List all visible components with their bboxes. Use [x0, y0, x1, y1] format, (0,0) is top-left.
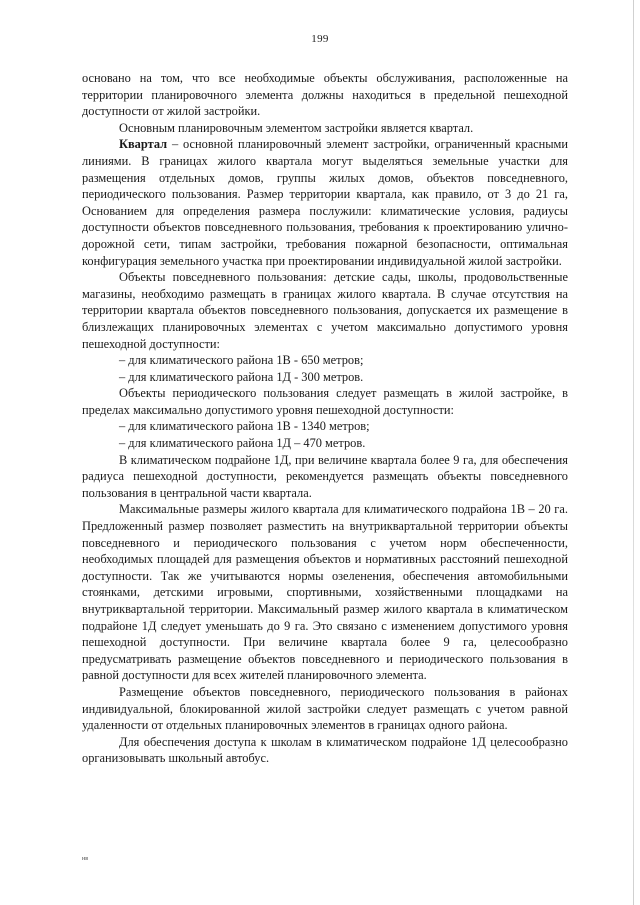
footer-mark: нв [82, 856, 89, 862]
term-kvartal: Квартал [119, 137, 168, 152]
paragraph-individual-housing: Размещение объектов повседневного, периодического пользования в районах индивидуальной, блокированной жилой застройки следует размещать с учетом равной удаленности от отдельных планировочных элементов в границах одного района. [82, 684, 568, 733]
paragraph-main-element: Основным планировочным элементом застройки является квартал. [119, 120, 474, 135]
paragraph-daily-objects: Объекты повседневного пользования: детские сады, школы, продовольственные магазины, необходимо размещать в границах жилого квартала. В случае отсутствия на территории квартала объектов повседневного пользования, допускается их размещение в близлежащих планировочных элементах с учетом максимально допустимого уровня пешеходной доступности: [82, 270, 568, 351]
document-body [82, 70, 568, 767]
paragraph-intro-continuation: основано на том, что все необходимые объекты обслуживания, расположенные на территории планировочного элемента должны находиться в предельной пешеходной доступности от жилой застройки. [82, 71, 568, 119]
list-item-1d-daily: – для климатического района 1Д - 300 метров. [119, 369, 364, 384]
page-edge [633, 0, 634, 905]
paragraph-subregion-1d: В климатическом подрайоне 1Д, при величине квартала более 9 га, для обеспечения радиуса пешеходной доступности, рекомендуется размещать объекты повседневного пользования в центральной части квартала. [82, 452, 568, 500]
quarter-definition-text: – основной планировочный элемент застройки, ограниченный красными линиями. В границах жилого квартала могут выделяться земельные участки для размещения отдельных домов, группы жилых домов, объектов повседневного, периодического пользования. Размер территории квартала, как правило, от 3 до 21 га, Основанием для определения размера послужили: климатические условия, радиусы доступности объектов повседневного пользования, требования к проектированию улично-дорожной сети, типам застройки, требования пожарной безопасности, оптимальная конфигурация земельного участка при проектировании индивидуальной жилой застройки. [82, 137, 569, 268]
page-number: 199 [311, 33, 329, 45]
list-item-1v-daily: – для климатического района 1В - 650 метров; [119, 353, 364, 368]
paragraph-max-size: Максимальные размеры жилого квартала для климатического подрайона 1В – 20 га. Предложенный размер позволяет разместить на внутриквартальной территории объекты повседневного и периодического пользования с учетом норм обеспеченности, необходимых площадей для размещения объектов и нормативных расстояний пешеходной доступности. Так же учитываются нормы озеленения, обеспечения автомобильными стоянками, детскими игровыми, спортивными, хозяйственными площадками на внутриквартальной территории. Максимальный размер жилого квартала в климатическом подрайоне 1Д следует уменьшать до 9 га. Это связано с изменением допустимого уровня пешеходной доступности. При величине квартала более 9 га, целесообразно предусматривать размещение объектов повседневного и периодического пользования в равной доступности для всех жителей планировочного элемента. [82, 502, 568, 683]
paragraph-periodic-objects: Объекты периодического пользования следует размещать в жилой застройке, в пределах максимально допустимого уровня пешеходной доступности: [82, 386, 568, 417]
paragraph-quarter-definition [82, 136, 568, 269]
list-item-1d-periodic: – для климатического района 1Д – 470 метров. [119, 436, 366, 451]
list-item-1v-periodic: – для климатического района 1В - 1340 метров; [119, 419, 370, 434]
paragraph-school-bus: Для обеспечения доступа к школам в климатическом подрайоне 1Д целесообразно организовывать школьный автобус. [82, 734, 568, 766]
